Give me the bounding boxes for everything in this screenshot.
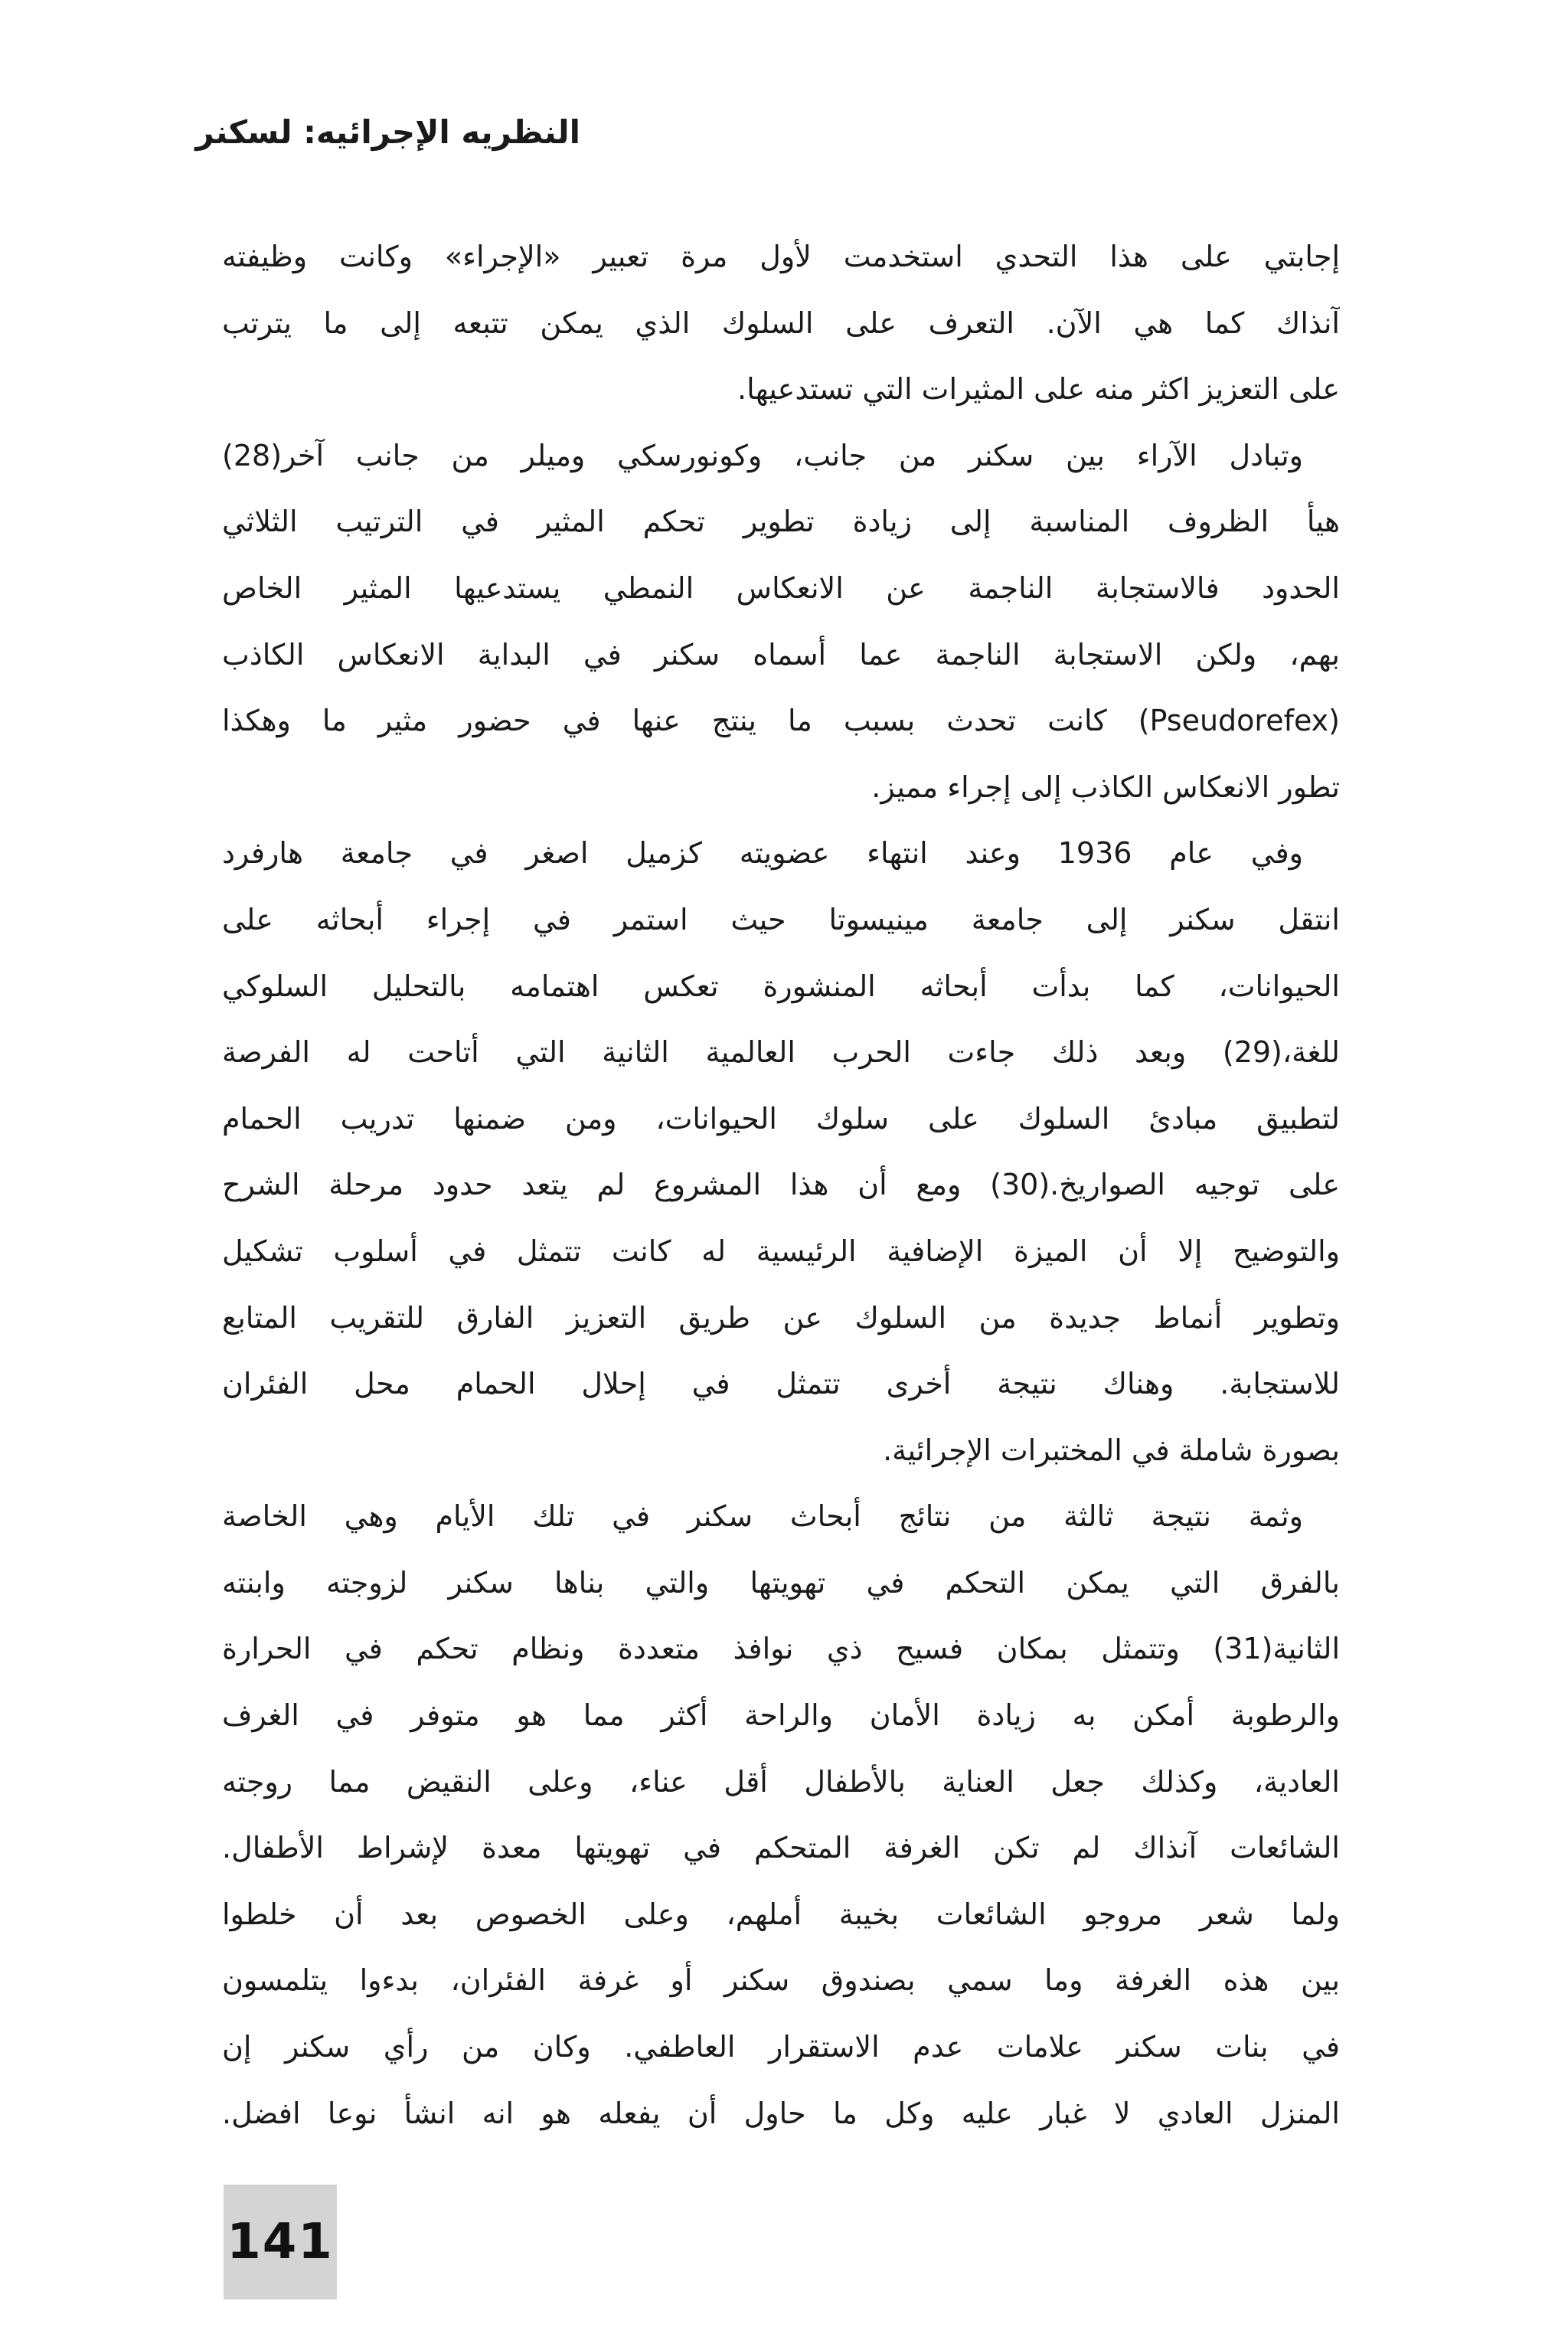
- text-line: (Pseudorefex) كانت تحدث بسبب ما ينتج عنها في حضور مثير ما وهكذا: [222, 704, 1340, 738]
- text-line: وفي عام 1936 وعند انتهاء عضويته كزميل اصغر في جامعة هارفرد: [222, 836, 1303, 871]
- text-line: للاستجابة. وهناك نتيجة أخرى تتمثل في إحلال الحمام محل الفئران: [222, 1367, 1340, 1401]
- text-line: والرطوبة أمكن به زيادة الأمان والراحة أكثر مما هو متوفر في الغرف: [222, 1698, 1340, 1733]
- text-line: آنذاك كما هي الآن. التعرف على السلوك الذي يمكن تتبعه إلى ما يترتب: [222, 306, 1340, 340]
- text-line: وتبادل الآراء بين سكنر من جانب، وكونورسكي وميلر من جانب آخر(28): [222, 438, 1303, 472]
- text-line: على توجيه الصواريخ.(30) ومع أن هذا المشروع لم يتعد حدود مرحلة الشرح: [222, 1168, 1340, 1202]
- text-line: العادية، وكذلك جعل العناية بالأطفال أقل عناء، وعلى النقيض مما روجته: [222, 1764, 1340, 1799]
- running-head: النظريه الإجرائيه: لسكنر: [195, 113, 580, 151]
- text-line: وثمة نتيجة ثالثة من نتائج أبحاث سكنر في تلك الأيام وهي الخاصة: [222, 1499, 1303, 1534]
- text-line: الحدود فالاستجابة الناجمة عن الانعكاس النمطي يستدعيها المثير الخاص: [222, 570, 1340, 605]
- text-line: بين هذه الغرفة وما سمي بصندوق سكنر أو غرفة الفئران، بدءوا يتلمسون: [222, 1963, 1340, 1998]
- text-line: في بنات سكنر علامات عدم الاستقرار العاطفي. وكان من رأي سكنر إن: [222, 2030, 1340, 2064]
- text-line: هيأ الظروف المناسبة إلى زيادة تطوير تحكم المثير في الترتيب الثلاثي: [222, 505, 1340, 539]
- text-line: بالفرق التي يمكن التحكم في تهويتها والتي بناها سكنر لزوجته وابنته: [222, 1565, 1340, 1600]
- text-line: إجابتي على هذا التحدي استخدمت لأول مرة تعبير «الإجراء» وكانت وظيفته: [222, 240, 1340, 273]
- text-line: الحيوانات، كما بدأت أبحاثه المنشورة تعكس اهتمامه بالتحليل السلوكي: [222, 969, 1340, 1003]
- text-line: على التعزيز اكثر منه على المثيرات التي تستدعيها.: [737, 372, 1340, 407]
- body-text: [222, 224, 1340, 2146]
- text-line: ولما شعر مروجو الشائعات بخيبة أملهم، وعلى الخصوص بعد أن خلطوا: [222, 1897, 1340, 1931]
- text-line: بهم، ولكن الاستجابة الناجمة عما أسماه سكنر في البداية الانعكاس الكاذب: [222, 637, 1340, 672]
- text-line: تطور الانعكاس الكاذب إلى إجراء مميز.: [871, 770, 1340, 804]
- text-line: الشائعات آنذاك لم تكن الغرفة المتحكم في تهويتها معدة لإشراط الأطفال.: [222, 1831, 1340, 1865]
- text-line: وتطوير أنماط جديدة من السلوك عن طريق التعزيز الفارق للتقريب المتابع: [222, 1300, 1340, 1335]
- page-number-box: [224, 2185, 337, 2299]
- text-line: لتطبيق مبادئ السلوك على سلوك الحيوانات، ومن ضمنها تدريب الحمام: [222, 1101, 1340, 1136]
- text-line: بصورة شاملة في المختبرات الإجرائية.: [883, 1433, 1340, 1467]
- page-number: 141: [227, 2214, 334, 2270]
- text-line: انتقل سكنر إلى جامعة مينيسوتا حيث استمر في إجراء أبحاثه على: [222, 902, 1340, 936]
- text-line: للغة،(29) وبعد ذلك جاءت الحرب العالمية الثانية التي أتاحت له الفرصة: [222, 1035, 1340, 1070]
- text-line: المنزل العادي لا غبار عليه وكل ما حاول أن يفعله هو انه انشأ نوعا افضل.: [222, 2096, 1340, 2130]
- text-line: والتوضيح إلا أن الميزة الإضافية الرئيسية له كانت تتمثل في أسلوب تشكيل: [222, 1234, 1340, 1268]
- text-line: الثانية(31) وتتمثل بمكان فسيح ذي نوافذ متعددة ونظام تحكم في الحرارة: [222, 1632, 1340, 1666]
